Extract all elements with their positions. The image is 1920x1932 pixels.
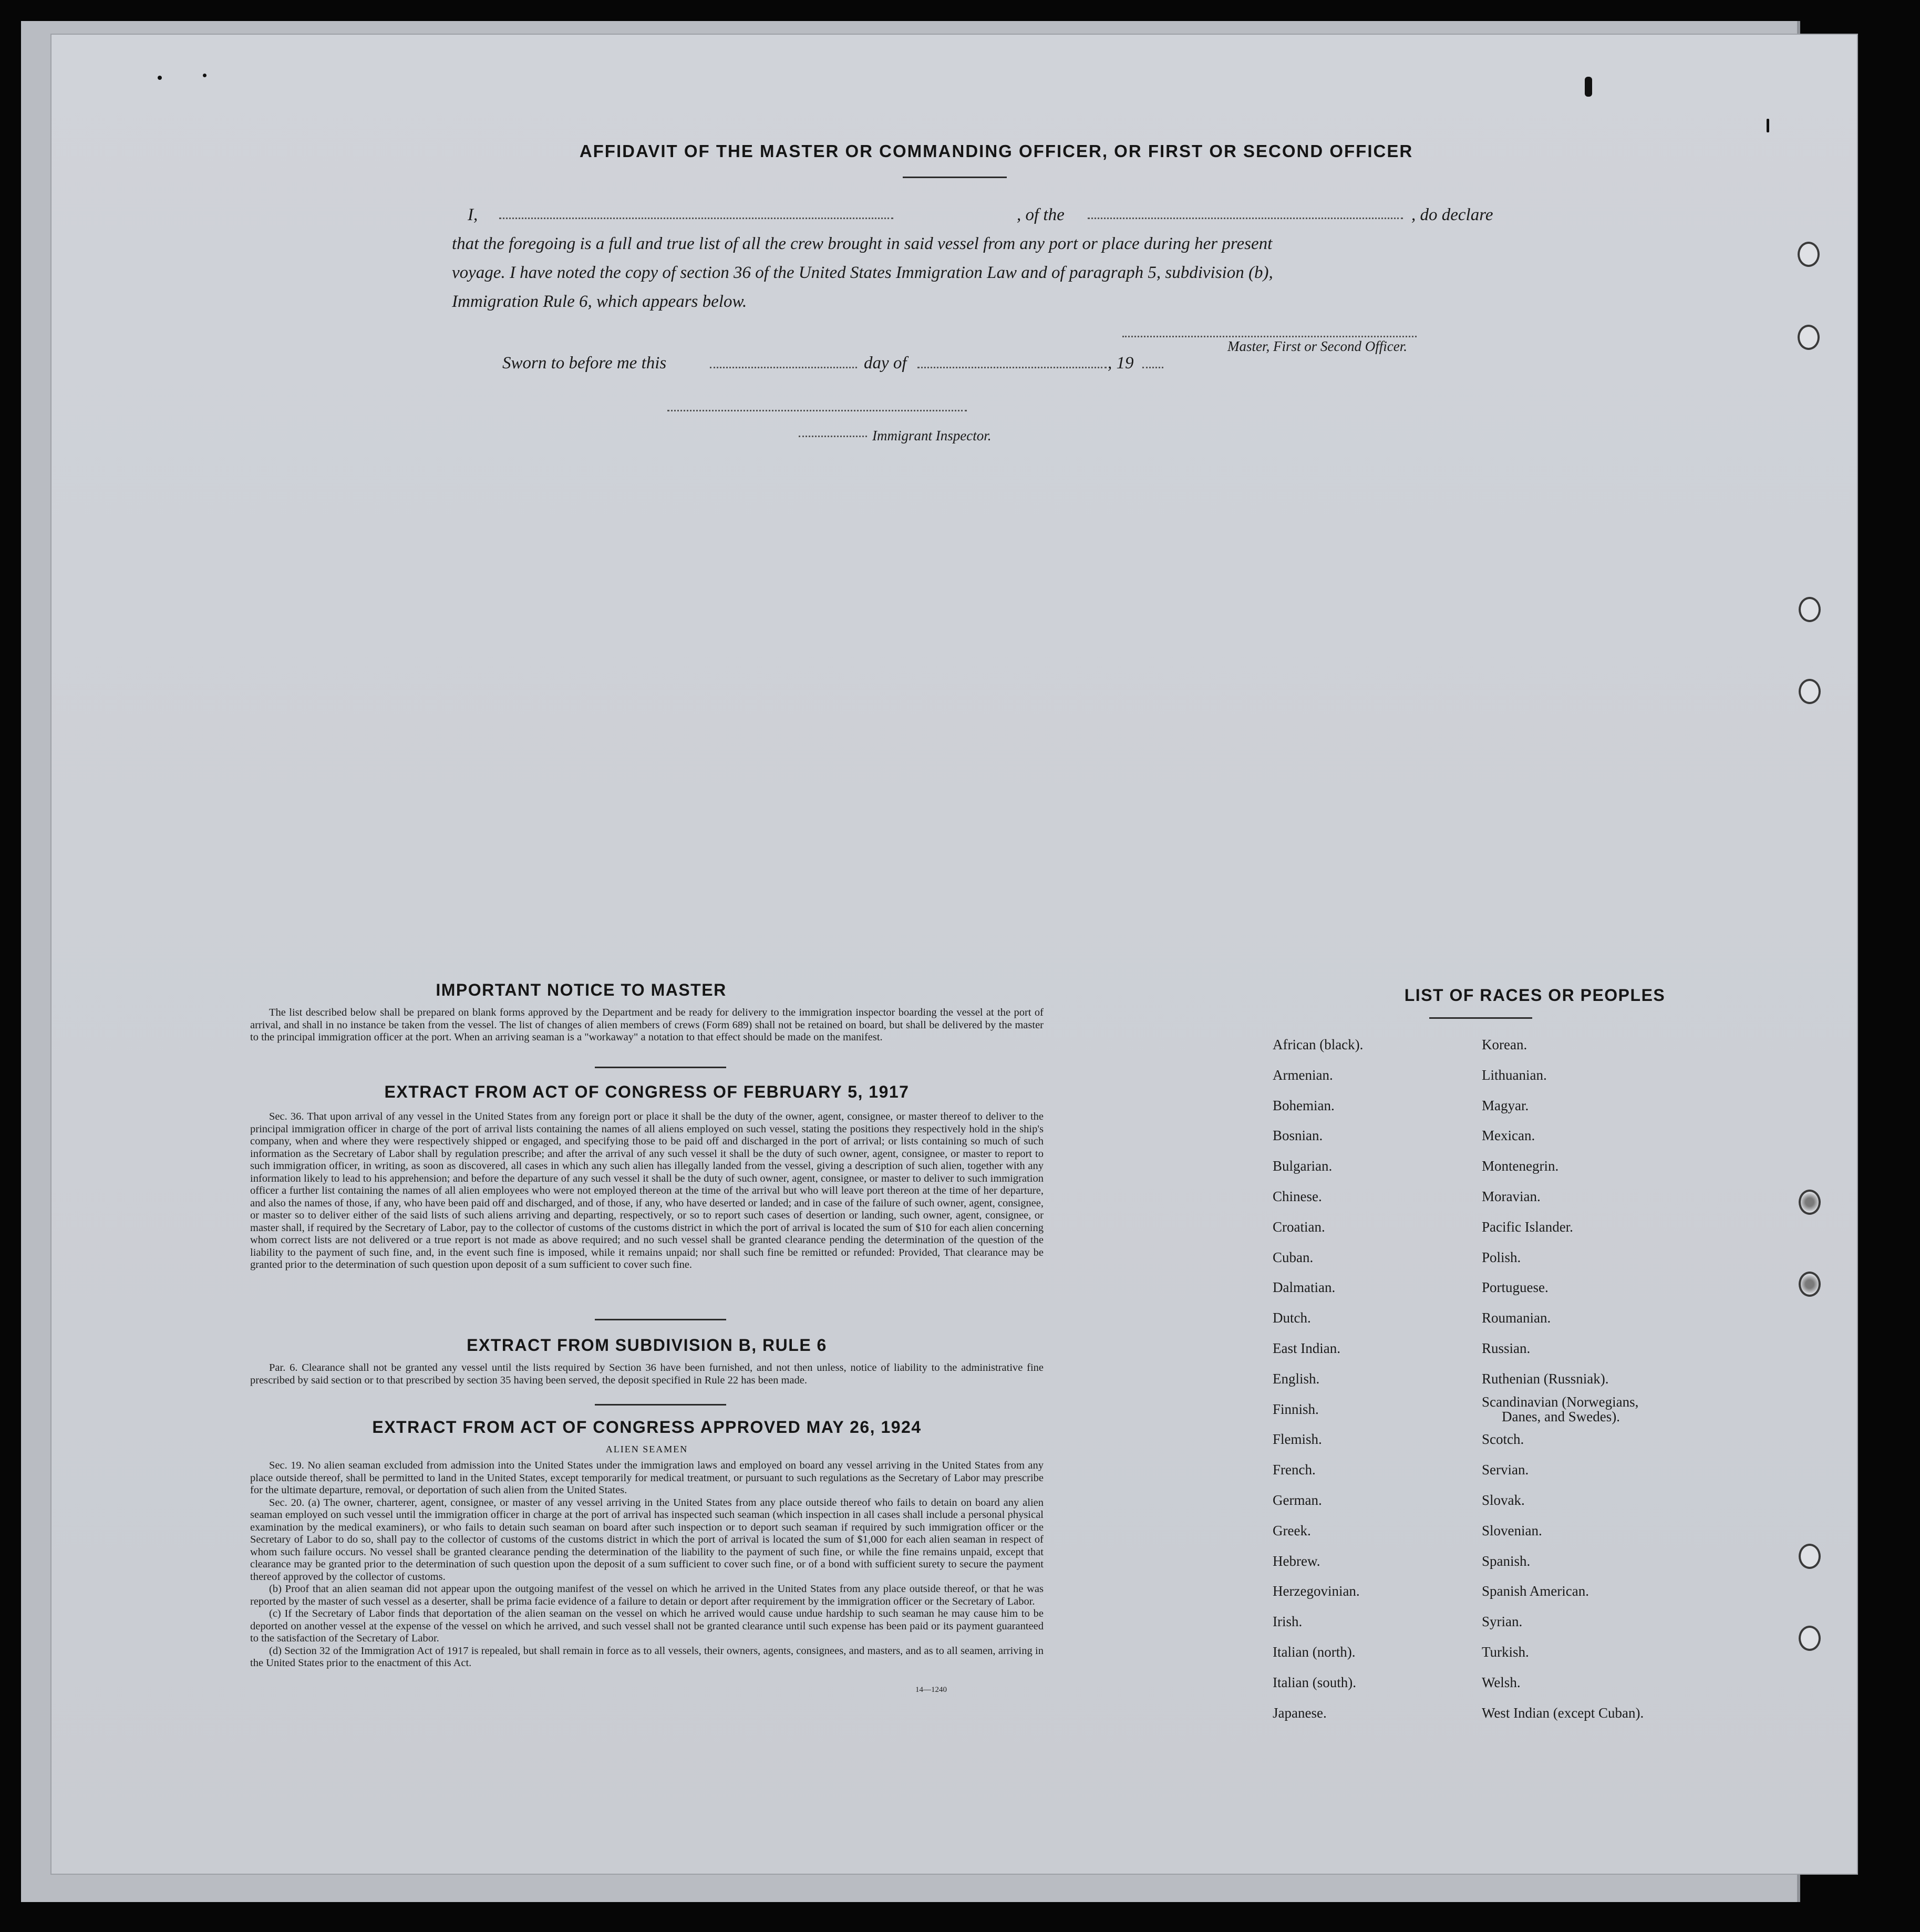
race-list-item: Spanish. [1482, 1553, 1531, 1569]
race-list-item: West Indian (except Cuban). [1482, 1705, 1644, 1721]
sworn-month-blank [917, 367, 1107, 368]
race-list-item: Japanese. [1273, 1705, 1327, 1721]
affidavit-do-declare: , do declare [1411, 205, 1493, 224]
extract-1924-text [250, 1460, 1044, 1670]
race-list-item: Lithuanian. [1482, 1067, 1547, 1083]
race-list-item: Pacific Islander. [1482, 1219, 1573, 1235]
affidavit-line-1 [452, 201, 1513, 230]
affidavit-text [452, 201, 1513, 316]
extract-1924-paragraph: Sec. 20. (a) The owner, charterer, agent, consignee, or master of any vessel arriving in the United States from any place outside thereof who fails to detain on board any alien seaman employed on such vessel until the immigration officer in charge at the port of arrival has inspected such seaman (which inspection in all cases shall include a personal physical examination by the medical examiners), or who fails to detain such seaman on board after such inspection or to deport such seaman if required by such immigration officer or the Secretary of Labor to do so, shall pay to the collector of customs of the customs district in which the port of arrival is located the sum of $1,000 for each alien seaman in respect of whom such failure occurs. No vessel shall be granted clearance pending the determination of the liability to the payment of such fine, or while the fine remains unpaid, except that clearance may be granted prior to the determination of such question upon the deposit of a sum sufficient to cover such fine, or of a bond with sufficient surety to secure the payment thereof approved by the collector of customs. [250, 1496, 1044, 1583]
punch-hole [1799, 597, 1821, 622]
section-rule [595, 1319, 726, 1320]
affidavit-of-the: , of the [1017, 205, 1065, 224]
race-list-item: English. [1273, 1371, 1320, 1387]
extract-rule6-paragraph: Par. 6. Clearance shall not be granted any vessel until the lists required by Section 36 have been furnished, and not then unless, notice of liability to the administrative fine prescribed by said section or to that prescribed by section 35 having been served, the deposit specified in Rule 22 has been made. [250, 1362, 1044, 1386]
sworn-day-blank [710, 367, 857, 368]
extract-1924-paragraph: (d) Section 32 of the Immigration Act of 1917 is repealed, but shall remain in force as to all vessels, their owners, agents, consignees, and masters, and as to all seamen, arriving in the United States prior to the enactment of this Act. [250, 1645, 1044, 1669]
race-list-item: Bulgarian. [1273, 1158, 1333, 1174]
race-list-item: Syrian. [1482, 1614, 1523, 1629]
race-list-item: Italian (north). [1273, 1644, 1356, 1660]
inspector-caption: Immigrant Inspector. [872, 428, 992, 443]
race-list-item: German. [1273, 1492, 1322, 1508]
master-signature-caption: Master, First or Second Officer. [1227, 338, 1407, 354]
extract-1924-subtitle: ALIEN SEAMEN [605, 1444, 688, 1454]
race-list-item: Croatian. [1273, 1219, 1325, 1235]
name-blank [499, 218, 893, 219]
scan-speck [1767, 119, 1769, 132]
affidavit-line-4: Immigration Rule 6, which appears below. [452, 292, 747, 311]
punch-hole [1798, 325, 1820, 350]
extract-1917-title: EXTRACT FROM ACT OF CONGRESS OF FEBRUARY 5, 1917 [384, 1082, 910, 1101]
extract-1924-paragraph: (b) Proof that an alien seaman did not appear upon the outgoing manifest of the vessel on which he arrived in the United States from any place outside thereof, or that he was reported by the master of such vessel as a deserter, shall be prima facie evidence of a failure to detain or deport after requirement by the immigration officer or the Secretary of Labor. [250, 1583, 1044, 1607]
sworn-line [502, 349, 1238, 380]
race-list-item: Slovenian. [1482, 1523, 1542, 1538]
race-list-item: Dalmatian. [1273, 1279, 1336, 1295]
race-list-item: Bohemian. [1273, 1098, 1335, 1113]
affidavit-title: AFFIDAVIT OF THE MASTER OR COMMANDING OFFICER, OR FIRST OR SECOND OFFICER [579, 141, 1413, 161]
inspector-short-line [799, 436, 867, 437]
race-list-item: Hebrew. [1273, 1553, 1320, 1569]
affidavit-i: I, [468, 205, 478, 224]
race-list-item: Scotch. [1482, 1431, 1524, 1447]
race-list-item: Servian. [1482, 1462, 1529, 1478]
race-list-item: Korean. [1482, 1037, 1527, 1052]
extract-1924-paragraph: Sec. 19. No alien seaman excluded from admission into the United States under the immigration laws and employed on board any vessel arriving in the United States from any place outside thereof, shall be permitted to land in the United States, except temporarily for medical treatment, or pursuant to such regulations as the Secretary of Labor may prescribe for the ultimate departure, removal, or deportation of such alien from the United States. [250, 1460, 1044, 1496]
affidavit-line-3: voyage. I have noted the copy of section 36 of the United States Immigration Law and of paragraph 5, subdivision (b), [452, 263, 1273, 282]
race-list-item: Chinese. [1273, 1189, 1322, 1204]
section-rule [595, 1404, 726, 1406]
race-list-item: Moravian. [1482, 1189, 1541, 1204]
race-list-item: Herzegovinian. [1273, 1583, 1360, 1599]
race-list-item: Finnish. [1273, 1401, 1319, 1417]
extract-rule6-text [250, 1362, 1044, 1387]
scan-speck [203, 74, 207, 77]
inspector-signature-line [667, 410, 967, 411]
race-list-item: French. [1273, 1462, 1316, 1478]
race-list-item: East Indian. [1273, 1340, 1340, 1356]
scan-speck [1585, 77, 1592, 97]
extract-rule6-title: EXTRACT FROM SUBDIVISION B, RULE 6 [467, 1336, 827, 1355]
race-list-item: Dutch. [1273, 1310, 1311, 1326]
punch-hole [1798, 242, 1820, 267]
extract-1917-paragraph: Sec. 36. That upon arrival of any vessel in the United States from any foreign port or place it shall be the duty of the owner, agent, consignee, or master thereof to deliver to the principal immigration officer in charge of the port of arrival lists containing the names of all aliens employed on such vessel, stating the positions they respectively hold in the ship's company, when and where they were respectively shipped or engaged, and specifying those to be paid off and discharged in the port of arrival; or lists containing so much of such information as the Secretary of Labor shall by regulation prescribe; and after the arrival of any such vessel it shall be the duty of such owner, agent, consignee, or master to report to such immigration officer, in writing, as soon as discovered, all cases in which any such alien has illegally landed from the vessel, giving a description of such alien, together with any information likely to lead to his apprehension; and before the departure of any such vessel it shall be the duty of such owner, agent, consignee, or master to deliver to such immigration officer a further list containing the names of all alien employees who were not employed thereon at the time of the arrival but who will leave port thereon at the time of her departure, and also the names of those, if any, who have been paid off and discharged, and of those, if any, who have deserted or landed; and in case of the failure of such owner, agent, consignee, or master so to deliver either of the said lists of such aliens arriving and departing, respectively, or so to report such cases of desertion or landing, such owner, agent, consignee, or master shall, if required by the Secretary of Labor, pay to the collector of customs of the customs district in which the port of arrival is located the sum of $10 for each alien concerning whom correct lists are not delivered or a true report is not made as above required; and no such vessel shall be granted clearance pending the determination of the question of the liability to the payment of such fine, and, in the event such fine is imposed, while it remains unpaid; nor shall such fine be remitted or refunded: Provided, That clearance may be granted prior to the determination of such question upon deposit of a sum sufficient to cover such fine. [250, 1111, 1044, 1270]
race-list-item: Bosnian. [1273, 1128, 1323, 1143]
notice-title: IMPORTANT NOTICE TO MASTER [436, 980, 727, 999]
sworn-year-blank [1142, 367, 1163, 368]
notice-paragraph: The list described below shall be prepared on blank forms approved by the Department and be ready for delivery to the immigration inspector boarding the vessel at the port of arrival, and shall in no instance be taken from the vessel. The list of changes of alien members of crews (Form 689) shall not be retained on board, but shall be delivered by the master to the principal immigration officer at the port. When an arriving seaman is a "workaway" a notation to that effect should be made on the manifest. [250, 1007, 1044, 1043]
races-right-column [1482, 1037, 1723, 1773]
race-list-item: Ruthenian (Russniak). [1482, 1371, 1609, 1387]
race-list-item: Flemish. [1273, 1431, 1322, 1447]
race-list-item-continuation: Danes, and Swedes). [1502, 1409, 1620, 1424]
race-list-item: Mexican. [1482, 1128, 1535, 1143]
sworn-day-of: day of [864, 354, 907, 373]
races-left-column [1273, 1037, 1483, 1773]
punch-hole [1799, 1544, 1821, 1569]
form-number: 14—1240 [915, 1686, 947, 1694]
extract-1924-paragraph: (c) If the Secretary of Labor finds that deportation of the alien seaman on the vessel on which he arrived would cause undue hardship to such seaman he may cause him to be deported on another vessel at the expense of the vessel on which he arrived, and such vessel shall not be granted clearance until such expense has been paid or its payment guaranteed to the satisfaction of the Secretary of Labor. [250, 1608, 1044, 1644]
race-list-item: Irish. [1273, 1614, 1303, 1629]
race-list-item: Welsh. [1482, 1675, 1521, 1690]
race-list-item: Roumanian. [1482, 1310, 1551, 1326]
race-list-item: Russian. [1482, 1340, 1531, 1356]
race-list-item: Slovak. [1482, 1492, 1525, 1508]
race-list-item: Magyar. [1482, 1098, 1529, 1113]
notice-text [250, 1007, 1044, 1044]
punch-hole [1799, 679, 1821, 704]
punch-hole [1799, 1626, 1821, 1651]
extract-1917-text [250, 1111, 1044, 1272]
vessel-blank [1088, 218, 1403, 219]
punch-hole [1799, 1272, 1821, 1297]
race-list-item: Italian (south). [1273, 1675, 1356, 1690]
race-list-item: Portuguese. [1482, 1279, 1549, 1295]
title-rule [903, 177, 1007, 178]
manifest-form-sheet [50, 34, 1858, 1875]
race-list-item: Greek. [1273, 1523, 1311, 1538]
race-list-item: African (black). [1273, 1037, 1364, 1052]
section-rule [595, 1067, 726, 1068]
races-title-rule [1429, 1017, 1532, 1019]
punch-hole [1799, 1190, 1821, 1215]
race-list-item: Spanish American. [1482, 1583, 1589, 1599]
sworn-year: , 19 [1108, 354, 1134, 373]
race-list-item: Polish. [1482, 1249, 1521, 1265]
races-title: LIST OF RACES OR PEOPLES [1404, 986, 1666, 1005]
race-list-item: Armenian. [1273, 1067, 1333, 1083]
affidavit-line-2: that the foregoing is a full and true list of all the crew brought in said vessel from any port or place during her present [452, 234, 1273, 253]
scan-speck [158, 76, 162, 80]
race-list-item: Turkish. [1482, 1644, 1529, 1660]
race-list-item: Cuban. [1273, 1249, 1314, 1265]
extract-1924-title: EXTRACT FROM ACT OF CONGRESS APPROVED MAY 26, 1924 [372, 1418, 922, 1437]
race-list-item: Montenegrin. [1482, 1158, 1559, 1174]
sworn-prefix: Sworn to before me this [502, 354, 667, 373]
race-list-item: Scandinavian (Norwegians, [1482, 1394, 1639, 1410]
